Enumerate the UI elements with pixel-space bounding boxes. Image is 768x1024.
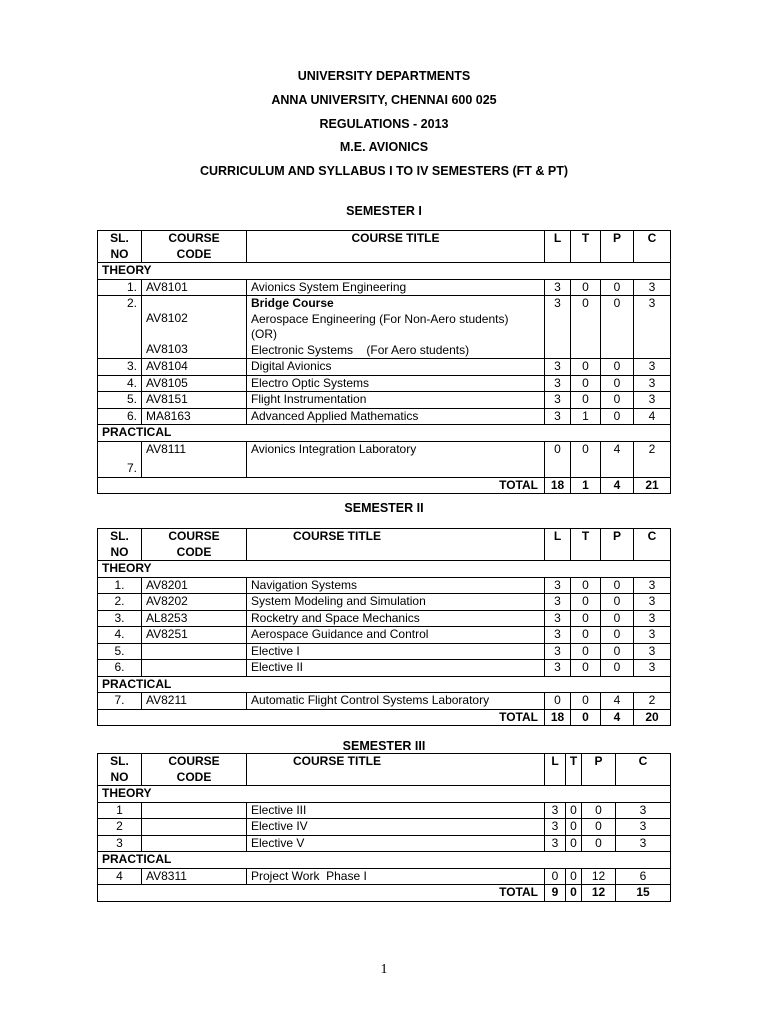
table-row [98,408,671,425]
l-cell: 3 [545,375,571,392]
total-t: 0 [566,885,582,902]
sl-cell: 6. [98,408,142,425]
title-cell: Flight Instrumentation [247,392,545,409]
title-cell: Elective I [247,643,545,660]
l-cell: 3 [545,660,571,677]
p-cell: 0 [582,819,616,836]
l-cell: 3 [545,610,571,627]
p-cell: 0 [601,279,634,296]
p-cell: 0 [582,835,616,852]
practical-section-row [98,852,671,869]
practical-label: PRACTICAL [98,425,671,442]
table-row [98,693,671,710]
sl-cell: 5. [98,643,142,660]
table-row [98,441,671,477]
practical-section-row [98,425,671,442]
l-cell: 3 [545,392,571,409]
p-cell: 0 [601,296,634,359]
theory-section-row [98,263,671,280]
t-cell: 0 [571,610,601,627]
c-cell: 3 [634,610,671,627]
c-cell: 3 [634,643,671,660]
p-cell: 0 [601,375,634,392]
bridge-option-1: Aerospace Engineering (For Non-Aero students) [251,311,509,326]
sl-cell: 2. [98,296,142,359]
t-cell: 0 [566,868,582,885]
code-cell [142,802,247,819]
c-cell: 3 [634,392,671,409]
t-cell: 0 [571,577,601,594]
p-cell: 0 [582,802,616,819]
l-cell: 3 [545,819,566,836]
sl-cell: 4. [98,375,142,392]
title-cell: Automatic Flight Control Systems Laboratory [247,693,545,710]
total-p: 12 [582,885,616,902]
sl-no-header: SL. NO [98,231,142,263]
p-cell: 0 [601,643,634,660]
theory-label: THEORY [98,561,671,578]
code-cell [142,296,247,359]
sl-no-header: SL. NO [98,529,142,561]
table-row [98,610,671,627]
university-name-heading: ANNA UNIVERSITY, CHENNAI 600 025 [271,93,497,107]
p-cell: 0 [601,408,634,425]
practical-label: PRACTICAL [98,676,671,693]
code-cell [142,660,247,677]
title-cell: Project Work Phase I [247,868,545,885]
theory-section-row [98,561,671,578]
total-l: 18 [545,477,571,494]
sl-cell: 4. [98,627,142,644]
t-header: T [571,231,601,263]
total-l: 9 [545,885,566,902]
code-cell: AV8211 [142,693,247,710]
sl-cell: 6. [98,660,142,677]
c-cell: 3 [634,577,671,594]
l-cell: 3 [545,296,571,359]
c-cell: 6 [616,868,671,885]
p-header: P [601,529,634,561]
code-cell: AV8202 [142,594,247,611]
table-row [98,802,671,819]
bridge-code-1: AV8102 [146,311,188,325]
theory-section-row [98,786,671,803]
total-row [98,709,671,726]
sl-cell: 7. [98,441,142,477]
t-cell: 1 [571,408,601,425]
table-row [98,375,671,392]
course-code-header: COURSE CODE [142,754,247,786]
title-cell: Elective III [247,802,545,819]
bridge-course-title: Bridge Course [251,296,334,310]
title-cell: Avionics System Engineering [247,279,545,296]
t-cell: 0 [571,594,601,611]
title-cell: Navigation Systems [247,577,545,594]
semester-1-table [97,230,671,494]
c-cell: 3 [616,802,671,819]
t-cell: 0 [571,375,601,392]
course-title-header: COURSE TITLE [247,231,545,263]
t-header: T [571,529,601,561]
semester-1-title: SEMESTER I [346,204,422,218]
table-row [98,392,671,409]
sl-cell: 4 [98,868,142,885]
sl-cell: 3. [98,359,142,376]
sl-cell: 7. [98,693,142,710]
code-cell [142,835,247,852]
page-number: 1 [380,962,388,977]
code-cell: AV8251 [142,627,247,644]
l-cell: 3 [545,802,566,819]
l-cell: 0 [545,441,571,477]
sl-cell: 2 [98,819,142,836]
l-cell: 3 [545,408,571,425]
c-cell: 3 [616,819,671,836]
p-cell: 0 [601,594,634,611]
curriculum-heading: CURRICULUM AND SYLLABUS I TO IV SEMESTERS (FT & PT) [199,164,569,178]
t-cell: 0 [571,643,601,660]
table-row [98,577,671,594]
bridge-course-row [98,296,671,359]
t-cell: 0 [571,392,601,409]
p-cell: 4 [601,441,634,477]
table-row [98,868,671,885]
title-cell: Rocketry and Space Mechanics [247,610,545,627]
regulations-heading: REGULATIONS - 2013 [319,117,449,131]
l-cell: 3 [545,835,566,852]
practical-section-row [98,676,671,693]
sl-cell: 1 [98,802,142,819]
title-cell: Digital Avionics [247,359,545,376]
table-row [98,627,671,644]
title-cell: Electro Optic Systems [247,375,545,392]
l-cell: 3 [545,643,571,660]
total-p: 4 [601,709,634,726]
l-header: L [545,754,566,786]
sl-cell: 1. [98,577,142,594]
course-title-header: COURSE TITLE [247,529,545,561]
code-cell [142,819,247,836]
sl-cell: 1. [98,279,142,296]
table-header-row [98,754,671,786]
total-p: 4 [601,477,634,494]
total-c: 21 [634,477,671,494]
title-cell: Avionics Integration Laboratory [247,441,545,477]
title-cell: Elective II [247,660,545,677]
code-cell: AV8101 [142,279,247,296]
l-header: L [545,231,571,263]
c-cell: 3 [634,594,671,611]
t-cell: 0 [571,660,601,677]
code-cell: AV8311 [142,868,247,885]
title-cell: Elective V [247,835,545,852]
l-cell: 3 [545,627,571,644]
total-t: 1 [571,477,601,494]
sl-cell: 3. [98,610,142,627]
code-cell: AL8253 [142,610,247,627]
total-label: TOTAL [98,477,545,494]
total-l: 18 [545,709,571,726]
sl-cell: 5. [98,392,142,409]
course-code-header: COURSE CODE [142,231,247,263]
t-cell: 0 [571,279,601,296]
title-cell: Advanced Applied Mathematics [247,408,545,425]
code-cell: AV8111 [142,441,247,477]
t-cell: 0 [566,802,582,819]
l-cell: 3 [545,594,571,611]
table-row [98,660,671,677]
l-header: L [545,529,571,561]
p-header: P [582,754,616,786]
c-header: C [634,529,671,561]
p-cell: 0 [601,577,634,594]
table-row [98,819,671,836]
c-cell: 2 [634,693,671,710]
c-cell: 3 [634,359,671,376]
semester-2-table [97,528,671,726]
theory-label: THEORY [98,786,671,803]
code-cell: AV8104 [142,359,247,376]
t-cell: 0 [571,359,601,376]
title-cell: System Modeling and Simulation [247,594,545,611]
semester-3-table [97,753,671,902]
table-row [98,594,671,611]
bridge-code-2: AV8103 [146,341,188,356]
c-cell: 3 [634,627,671,644]
t-cell: 0 [571,693,601,710]
c-cell: 3 [616,835,671,852]
table-header-row [98,231,671,263]
table-row [98,643,671,660]
bridge-or: (OR) [251,327,277,341]
total-row [98,477,671,494]
semester-2-title: SEMESTER II [344,501,424,515]
total-label: TOTAL [98,885,545,902]
total-row [98,885,671,902]
total-c: 20 [634,709,671,726]
total-t: 0 [571,709,601,726]
title-cell [247,296,545,359]
total-c: 15 [616,885,671,902]
l-cell: 0 [545,693,571,710]
t-cell: 0 [571,627,601,644]
course-code-header: COURSE CODE [142,529,247,561]
sl-no-header: SL. NO [98,754,142,786]
c-cell: 3 [634,375,671,392]
code-cell: AV8105 [142,375,247,392]
p-cell: 0 [601,660,634,677]
c-cell: 3 [634,279,671,296]
l-cell: 3 [545,577,571,594]
title-cell: Elective IV [247,819,545,836]
theory-label: THEORY [98,263,671,280]
code-cell: MA8163 [142,408,247,425]
l-cell: 3 [545,359,571,376]
c-header: C [634,231,671,263]
practical-label: PRACTICAL [98,852,671,869]
title-cell: Aerospace Guidance and Control [247,627,545,644]
p-header: P [601,231,634,263]
table-row [98,835,671,852]
l-cell: 3 [545,279,571,296]
p-cell: 12 [582,868,616,885]
table-row [98,279,671,296]
total-label: TOTAL [98,709,545,726]
c-header: C [616,754,671,786]
c-cell: 3 [634,296,671,359]
university-departments-heading: UNIVERSITY DEPARTMENTS [297,69,471,83]
table-header-row [98,529,671,561]
c-cell: 2 [634,441,671,477]
t-cell: 0 [571,296,601,359]
t-cell: 0 [571,441,601,477]
code-cell: AV8201 [142,577,247,594]
code-cell: AV8151 [142,392,247,409]
c-cell: 4 [634,408,671,425]
l-cell: 0 [545,868,566,885]
t-header: T [566,754,582,786]
course-title-header: COURSE TITLE [247,754,545,786]
bridge-option-2: Electronic Systems (For Aero students) [251,342,470,357]
programme-heading: M.E. AVIONICS [339,140,429,154]
p-cell: 0 [601,610,634,627]
sl-cell: 2. [98,594,142,611]
semester-3-title: SEMESTER III [342,739,426,753]
t-cell: 0 [566,835,582,852]
p-cell: 0 [601,627,634,644]
p-cell: 0 [601,392,634,409]
t-cell: 0 [566,819,582,836]
code-cell [142,643,247,660]
p-cell: 4 [601,693,634,710]
c-cell: 3 [634,660,671,677]
table-row [98,359,671,376]
p-cell: 0 [601,359,634,376]
sl-cell: 3 [98,835,142,852]
